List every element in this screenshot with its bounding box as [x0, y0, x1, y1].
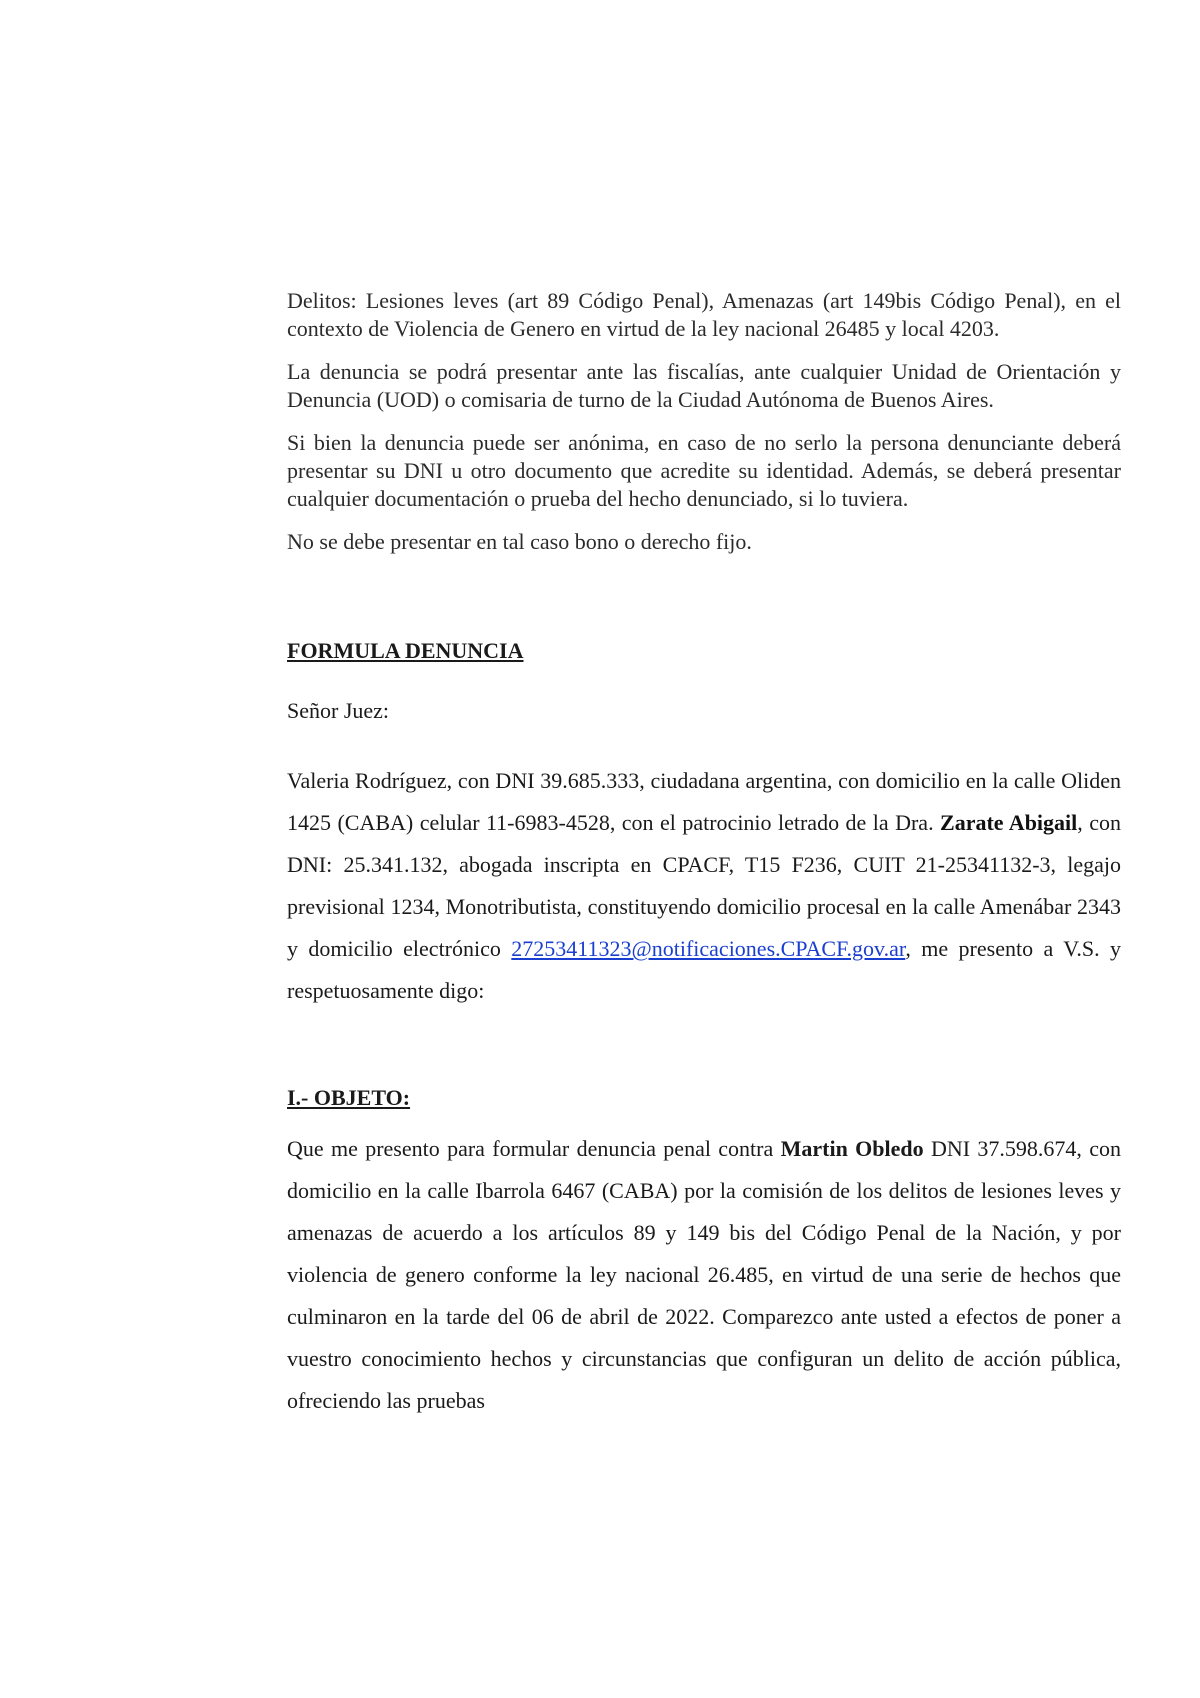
- objeto-paragraph: [287, 1128, 1121, 1422]
- intro-paragraph-delitos: Delitos: Lesiones leves (art 89 Código Penal), Amenazas (art 149bis Código Penal), en el contexto de Violencia de Genero en virtud de la ley nacional 26485 y local 4203.: [287, 288, 1121, 341]
- formula-denuncia-heading: FORMULA DENUNCIA: [287, 638, 524, 663]
- intro-section: [287, 287, 1121, 556]
- objeto-text-start: Que me presento para formular denuncia penal contra: [287, 1136, 781, 1161]
- objeto-text-end: DNI 37.598.674, con domicilio en la calle Ibarrola 6467 (CABA) por la comisión de los delitos de lesiones leves y amenazas de acuerdo a los artículos 89 y 149 bis del Código Penal de la Nación, y por violencia de genero conforme la ley nacional 26.485, en virtud de una serie de hechos que culminaron en la tarde del 06 de abril de 2022. Comparezco ante usted a efectos de poner a vuestro conocimiento hechos y circunstancias que configuran un delito de acción pública, ofreciendo las pruebas: [287, 1136, 1122, 1413]
- presentation-text-start: Valeria Rodríguez, con DNI 39.685.333, ciudadana argentina, con domicilio en la calle Oliden 1425 (CABA) celular 11-6983-4528, con el patrocinio letrado de la Dra.: [287, 768, 1121, 835]
- intro-paragraph-presentacion: La denuncia se podrá presentar ante las fiscalías, ante cualquier Unidad de Orientación y Denuncia (UOD) o comisaria de turno de la Ciudad Autónoma de Buenos Aires.: [287, 359, 1121, 412]
- presentation-text-mid: , con DNI: 25.341.132, abogada inscripta en CPACF, T15 F236, CUIT 21-25341132-3, legajo previsional 1234, Monotributista, constituyendo domicilio procesal en la calle Amenábar 2343 y domicilio electrónico: [287, 810, 1121, 961]
- document-content: [287, 287, 1121, 1422]
- lawyer-name: Zarate Abigail: [940, 810, 1078, 835]
- intro-paragraph-bono: No se debe presentar en tal caso bono o derecho fijo.: [287, 529, 752, 554]
- salutation: Señor Juez:: [287, 698, 390, 723]
- presentation-text-end: , me presento a V.S. y respetuosamente digo:: [287, 936, 1121, 1003]
- electronic-domicile-link[interactable]: 27253411323@notificaciones.CPACF.gov.ar: [511, 936, 906, 961]
- accused-name: Martin Obledo: [780, 1136, 924, 1161]
- intro-paragraph-anonima: Si bien la denuncia puede ser anónima, en caso de no serlo la persona denunciante deberá presentar su DNI u otro documento que acredite su identidad. Además, se deberá presentar cualquier documentación o prueba del hecho denunciado, si lo tuviera.: [287, 430, 1121, 511]
- presentation-paragraph: [287, 760, 1121, 1012]
- objeto-heading: I.- OBJETO:: [287, 1085, 411, 1110]
